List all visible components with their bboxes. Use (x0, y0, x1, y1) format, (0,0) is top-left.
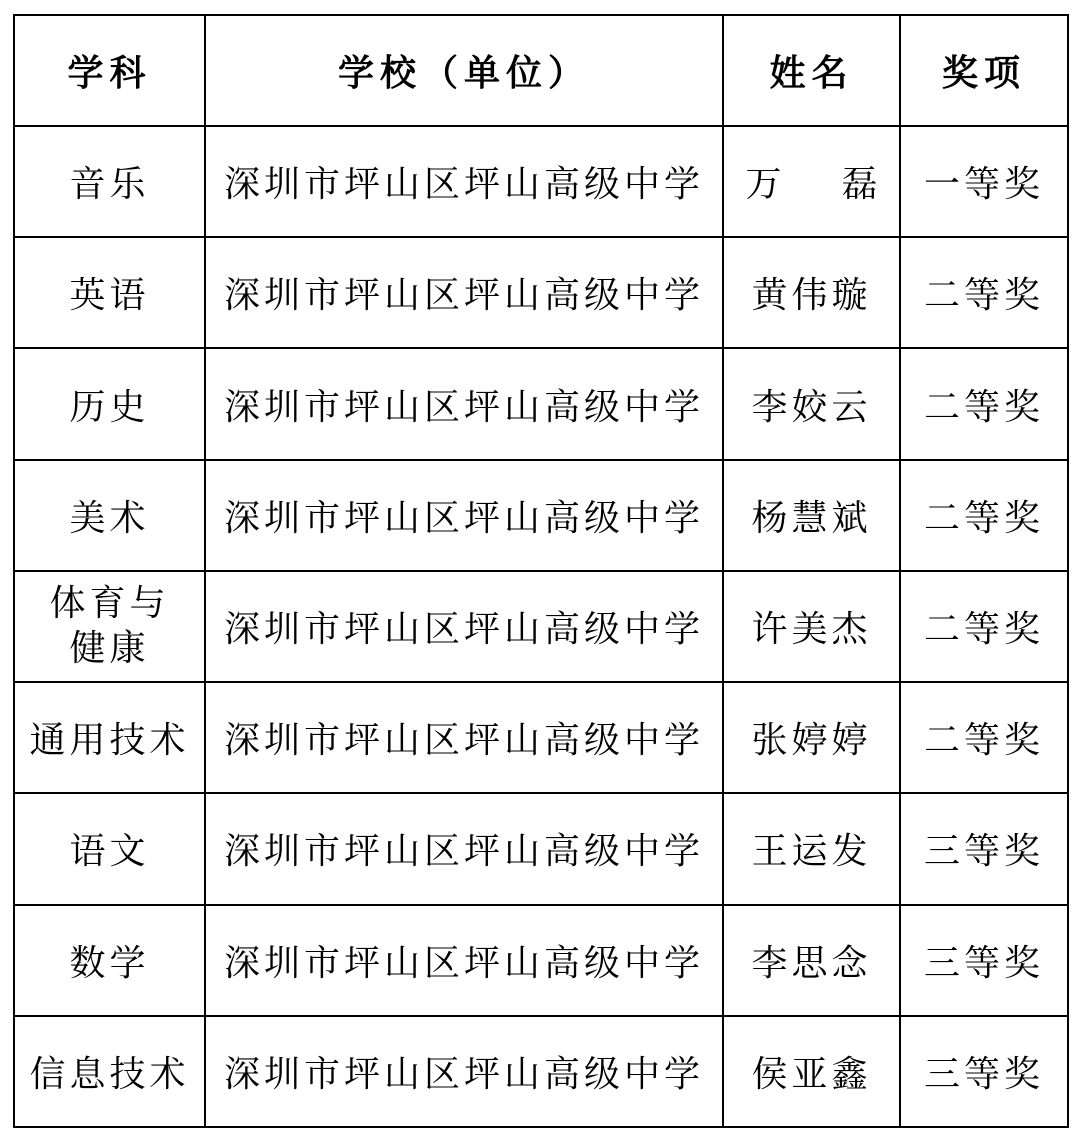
cell-school: 深圳市坪山区坪山高级中学 (205, 793, 723, 904)
cell-school: 深圳市坪山区坪山高级中学 (205, 237, 723, 348)
cell-subject: 通用技术 (14, 682, 205, 793)
name-first-char: 万 (745, 164, 782, 206)
cell-award: 二等奖 (900, 571, 1068, 682)
cell-subject: 音乐 (14, 126, 205, 237)
cell-name: 张婷婷 (723, 682, 900, 793)
table-row (14, 1016, 1068, 1127)
cell-award: 二等奖 (900, 460, 1068, 571)
cell-name: 许美杰 (723, 571, 900, 682)
table-row (14, 237, 1068, 348)
cell-school: 深圳市坪山区坪山高级中学 (205, 905, 723, 1016)
cell-name: 杨慧斌 (723, 460, 900, 571)
cell-school: 深圳市坪山区坪山高级中学 (205, 460, 723, 571)
table-row (14, 126, 1068, 237)
name-second-char: 磊 (841, 164, 878, 206)
header-award: 奖项 (900, 15, 1068, 126)
cell-subject: 数学 (14, 905, 205, 1016)
cell-subject: 语文 (14, 793, 205, 904)
cell-subject: 信息技术 (14, 1016, 205, 1127)
cell-name: 侯亚鑫 (723, 1016, 900, 1127)
table-row (14, 571, 1068, 682)
cell-award: 二等奖 (900, 237, 1068, 348)
table-row (14, 793, 1068, 904)
cell-subject: 英语 (14, 237, 205, 348)
cell-name: 黄伟璇 (723, 237, 900, 348)
cell-name (723, 126, 900, 237)
cell-school: 深圳市坪山区坪山高级中学 (205, 348, 723, 459)
cell-name: 王运发 (723, 793, 900, 904)
cell-subject: 美术 (14, 460, 205, 571)
cell-subject: 体育与健康 (14, 571, 205, 682)
cell-award: 三等奖 (900, 793, 1068, 904)
cell-subject: 历史 (14, 348, 205, 459)
table-header-row (14, 15, 1068, 126)
awards-table (13, 14, 1069, 1128)
cell-award: 二等奖 (900, 682, 1068, 793)
cell-school: 深圳市坪山区坪山高级中学 (205, 1016, 723, 1127)
header-subject: 学科 (14, 15, 205, 126)
cell-award: 三等奖 (900, 1016, 1068, 1127)
table-row (14, 460, 1068, 571)
cell-school: 深圳市坪山区坪山高级中学 (205, 126, 723, 237)
header-name: 姓名 (723, 15, 900, 126)
table-row (14, 905, 1068, 1016)
table-row (14, 682, 1068, 793)
cell-name: 李姣云 (723, 348, 900, 459)
table-row (14, 348, 1068, 459)
header-school: 学校（单位） (205, 15, 723, 126)
cell-school: 深圳市坪山区坪山高级中学 (205, 571, 723, 682)
cell-award: 一等奖 (900, 126, 1068, 237)
cell-award: 三等奖 (900, 905, 1068, 1016)
cell-name: 李思念 (723, 905, 900, 1016)
cell-award: 二等奖 (900, 348, 1068, 459)
cell-school: 深圳市坪山区坪山高级中学 (205, 682, 723, 793)
